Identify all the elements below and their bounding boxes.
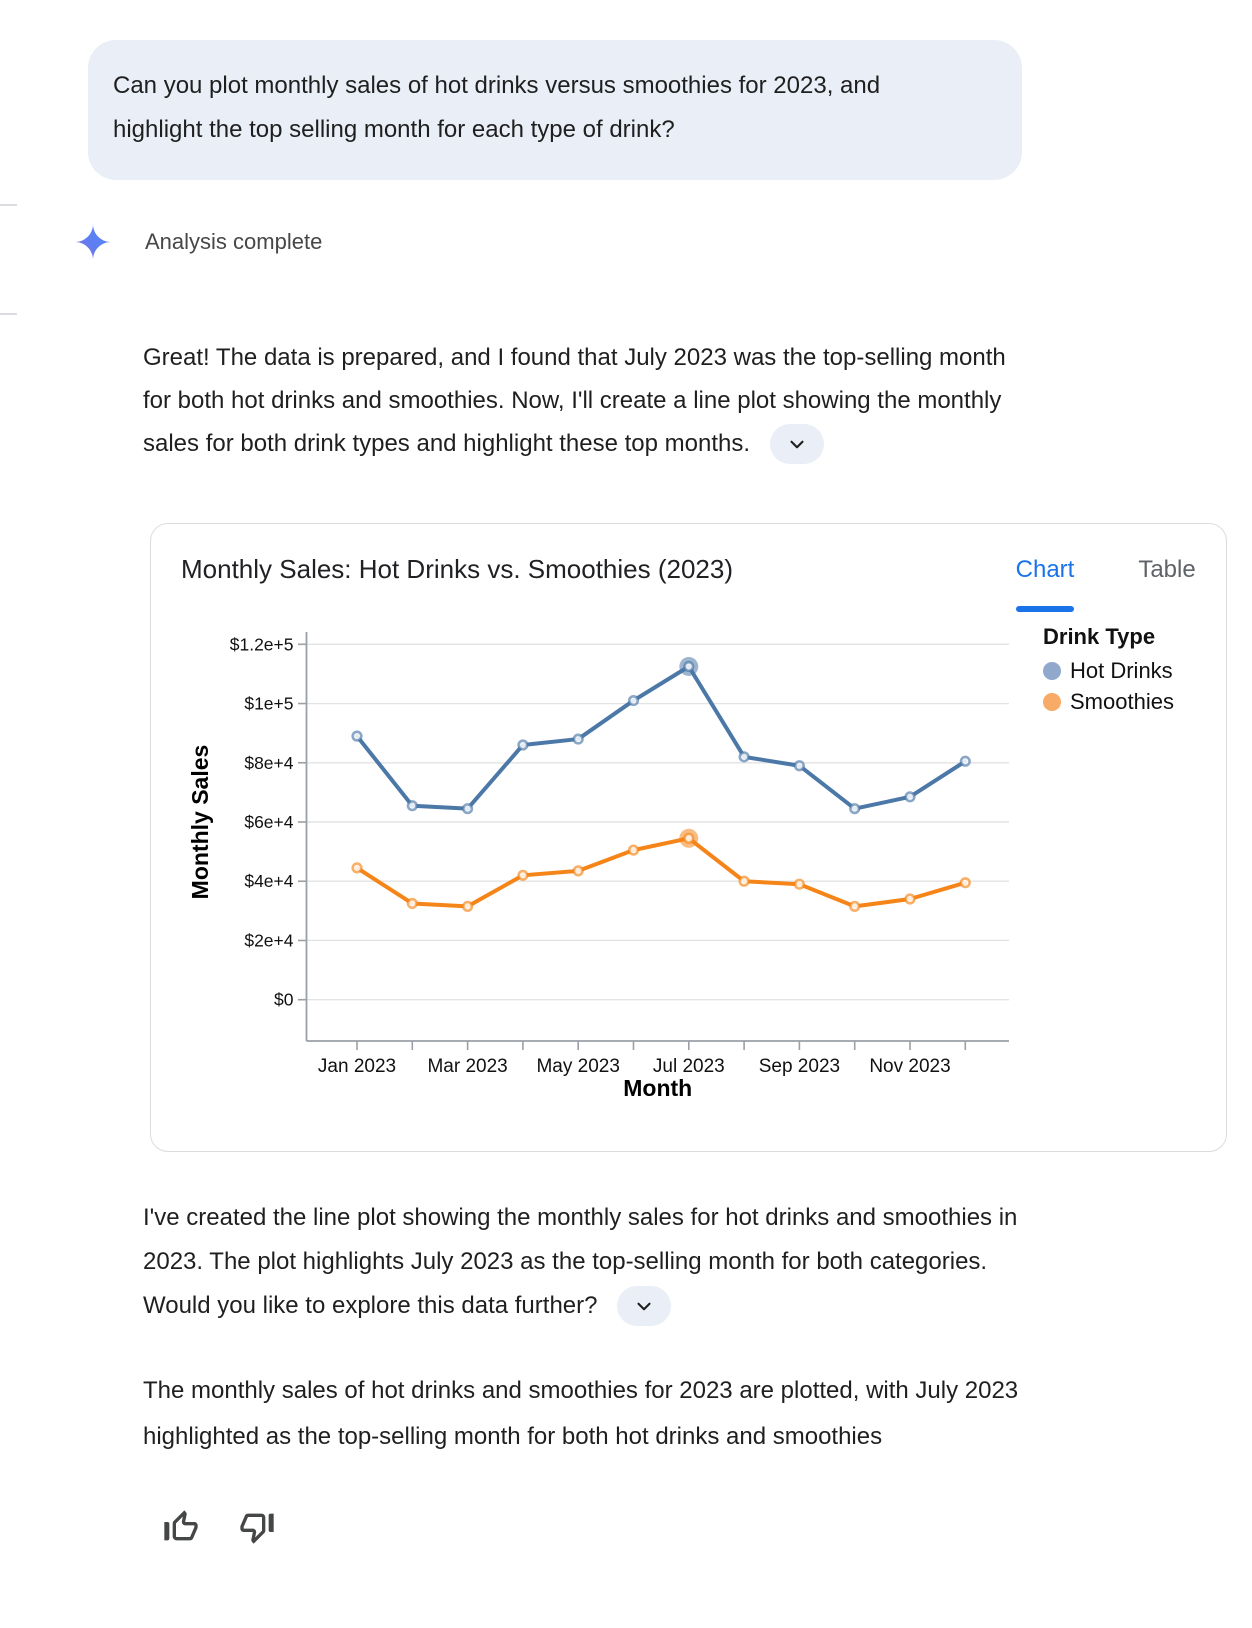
legend-marker-smoothies: [1043, 693, 1061, 711]
paragraph-line: Great! The data is prepared, and I found that July 2023 was the top-selling month: [143, 344, 1006, 371]
svg-text:$1.2e+5: $1.2e+5: [229, 634, 294, 655]
chart-legend: [1043, 624, 1174, 715]
paragraph-line: 2023. The plot highlights July 2023 as the top-selling month for both categories.: [143, 1248, 988, 1275]
legend-item-smoothies: [1043, 689, 1174, 715]
analysis-status-row: [75, 222, 322, 262]
page-edge-divider: [0, 204, 17, 206]
paragraph-line: highlighted as the top-selling month for both hot drinks and smoothies: [143, 1423, 883, 1450]
svg-text:$4e+4: $4e+4: [244, 871, 294, 892]
svg-text:Jan 2023: Jan 2023: [317, 1056, 397, 1077]
svg-text:$2e+4: $2e+4: [244, 930, 294, 951]
legend-marker-hot-drinks: [1043, 662, 1061, 680]
chevron-down-icon: [633, 1295, 655, 1317]
svg-text:Month: Month: [623, 1075, 693, 1101]
gemini-sparkle-icon: [75, 224, 111, 260]
page-edge-divider: [0, 313, 17, 315]
svg-text:Monthly Sales: Monthly Sales: [187, 744, 213, 900]
paragraph-line-text: sales for both drink types and highlight these top months.: [143, 430, 751, 457]
expand-response-button[interactable]: [617, 1286, 671, 1326]
paragraph-line: for both hot drinks and smoothies. Now, I'll create a line plot showing the monthly: [143, 387, 1002, 414]
analysis-status-label: Analysis complete: [145, 229, 323, 254]
svg-text:Sep 2023: Sep 2023: [758, 1056, 841, 1077]
legend-item-hot-drinks: [1043, 658, 1174, 684]
svg-text:$6e+4: $6e+4: [244, 812, 294, 832]
assistant-summary-paragraph: [143, 1368, 1018, 1460]
paragraph-line: [143, 422, 1006, 465]
assistant-followup-paragraph: [143, 1196, 1017, 1328]
legend-label: Smoothies: [1070, 689, 1174, 714]
thumbs-up-icon: [161, 1507, 201, 1547]
thumbs-down-button[interactable]: [234, 1504, 280, 1550]
svg-text:Mar 2023: Mar 2023: [427, 1056, 508, 1077]
svg-text:$1e+5: $1e+5: [244, 693, 294, 714]
tab-chart[interactable]: Chart: [1015, 556, 1075, 583]
paragraph-line: [143, 1284, 1017, 1328]
legend-label: Hot Drinks: [1070, 658, 1173, 683]
expand-response-button[interactable]: [770, 424, 824, 464]
thumbs-down-icon: [237, 1507, 277, 1547]
svg-text:$0: $0: [274, 989, 294, 1010]
chart-title: Monthly Sales: Hot Drinks vs. Smoothies (2023): [181, 554, 733, 584]
svg-text:Jul 2023: Jul 2023: [652, 1056, 725, 1077]
svg-text:$8e+4: $8e+4: [244, 752, 294, 773]
paragraph-line: The monthly sales of hot drinks and smoothies for 2023 are plotted, with July 2023: [143, 1377, 1019, 1404]
tab-table[interactable]: Table: [1138, 556, 1196, 583]
paragraph-line-text: Would you like to explore this data further?: [143, 1292, 598, 1319]
svg-text:Nov 2023: Nov 2023: [869, 1056, 951, 1077]
chevron-down-icon: [786, 433, 808, 455]
assistant-intro-paragraph: [143, 336, 1006, 465]
user-message-text: Can you plot monthly sales of hot drinks versus smoothies for 2023, and: [113, 72, 881, 99]
thumbs-up-button[interactable]: [158, 1504, 204, 1550]
legend-title: Drink Type: [1043, 624, 1156, 649]
feedback-bar: [158, 1504, 280, 1550]
svg-text:May 2023: May 2023: [536, 1056, 620, 1077]
user-message-text: highlight the top selling month for each type of drink?: [113, 116, 675, 143]
chart-card: [150, 523, 1227, 1152]
line-chart: [151, 524, 1228, 1153]
paragraph-line: I've created the line plot showing the monthly sales for hot drinks and smoothies in: [143, 1204, 1018, 1231]
user-message-bubble: [88, 40, 1022, 180]
